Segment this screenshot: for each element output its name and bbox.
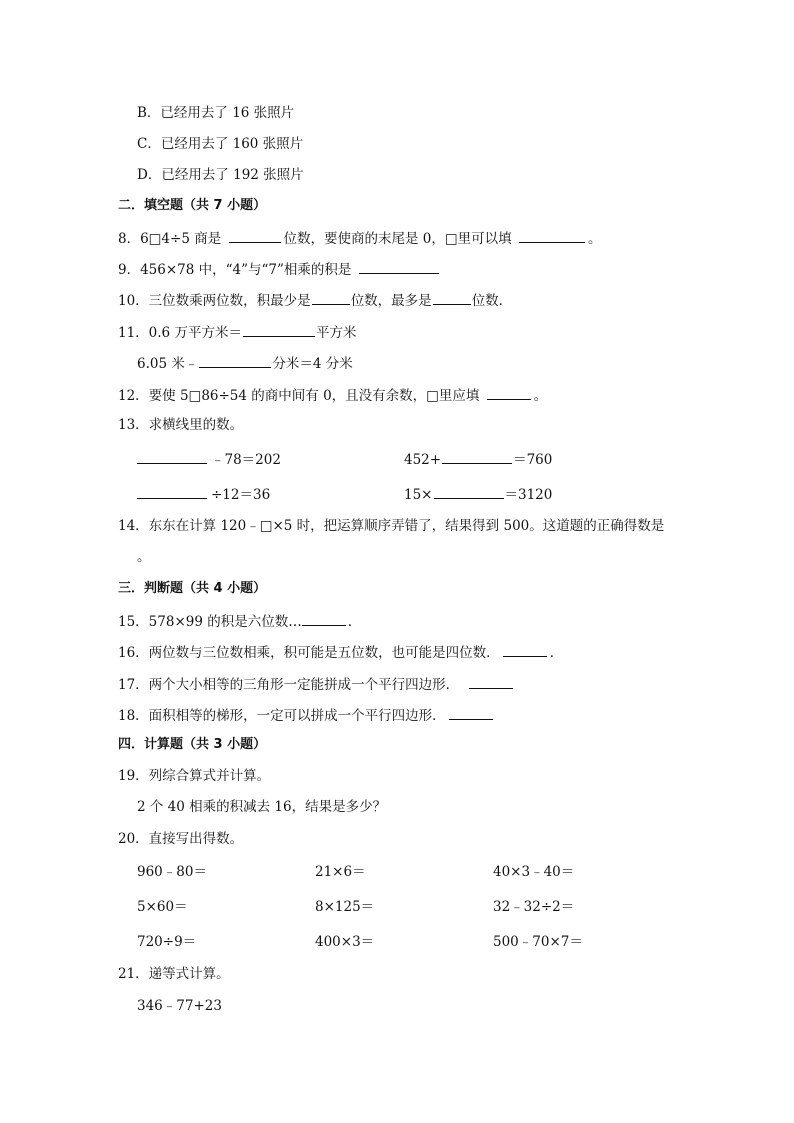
question-18 bbox=[118, 705, 496, 725]
q15-blank[interactable] bbox=[302, 611, 346, 626]
q11-blank-2[interactable] bbox=[199, 353, 271, 368]
q20-item: 400×3＝ bbox=[315, 934, 375, 950]
q8-text-a: 8．6□4÷5 商是 bbox=[118, 231, 226, 247]
q9-text: 9．456×78 中，“4”与“7”相乘的积是 bbox=[118, 262, 356, 278]
q20-item: 960﹣80＝ bbox=[137, 864, 207, 880]
q11-text-c: 6.05 米﹣ bbox=[137, 356, 199, 372]
q11-text-d: 分米＝4 分米 bbox=[272, 356, 353, 372]
q13-item-3 bbox=[137, 484, 270, 504]
q18-blank[interactable] bbox=[449, 705, 493, 720]
q12-blank[interactable] bbox=[487, 385, 531, 400]
q13-text-3: ÷12＝36 bbox=[211, 487, 271, 503]
option-c: C．已经用去了 160 张照片 bbox=[137, 136, 304, 152]
question-10 bbox=[118, 290, 512, 310]
q15-text-a: 15．578×99 的积是六位数… bbox=[118, 614, 302, 630]
q13-text-2a: 452+ bbox=[404, 452, 442, 468]
q13-item-2 bbox=[404, 449, 552, 469]
q8-blank-1[interactable] bbox=[229, 228, 281, 243]
q13-text-4b: ＝3120 bbox=[504, 487, 553, 503]
q10-blank-2[interactable] bbox=[433, 290, 471, 305]
question-16 bbox=[118, 642, 563, 662]
q13-text-1: ﹣78＝202 bbox=[211, 452, 281, 468]
q20-item: 720÷9＝ bbox=[137, 934, 197, 950]
q13-blank-1[interactable] bbox=[137, 449, 207, 464]
section-judge-heading: 三．判断题（共 4 小题） bbox=[118, 581, 267, 596]
q16-blank[interactable] bbox=[503, 642, 547, 657]
q20-item: 32﹣32÷2＝ bbox=[493, 899, 575, 915]
option-d: D．已经用去了 192 张照片 bbox=[137, 167, 304, 183]
q20-item: 21×6＝ bbox=[315, 864, 366, 880]
q10-text-a: 10．三位数乘两位数，积最少是 bbox=[118, 293, 311, 309]
q13-item-4 bbox=[404, 484, 552, 504]
q8-blank-2[interactable] bbox=[519, 228, 585, 243]
q13-blank-2[interactable] bbox=[442, 449, 512, 464]
q15-text-b: ． bbox=[347, 614, 362, 630]
q12-text-a: 12．要使 5□86÷54 的商中间有 0，且没有余数，□里应填 bbox=[118, 388, 484, 404]
question-20-title: 20．直接写出得数。 bbox=[118, 831, 244, 847]
q11-blank-1[interactable] bbox=[243, 322, 315, 337]
q11-text-b: 平方米 bbox=[315, 325, 357, 341]
q20-item: 5×60＝ bbox=[137, 899, 188, 915]
question-19-body: 2 个 40 相乘的积减去 16，结果是多少？ bbox=[137, 799, 387, 815]
q10-blank-1[interactable] bbox=[312, 290, 350, 305]
question-8 bbox=[118, 228, 601, 248]
q17-blank[interactable] bbox=[469, 674, 513, 689]
question-15 bbox=[118, 611, 361, 631]
question-17 bbox=[118, 674, 516, 694]
question-19-title: 19．列综合算式并计算。 bbox=[118, 768, 271, 784]
q8-text-c: 。 bbox=[587, 231, 602, 247]
q13-blank-4[interactable] bbox=[434, 484, 504, 499]
question-21-expression: 346﹣77+23 bbox=[137, 998, 222, 1014]
q17-text: 17．两个大小相等的三角形一定能拼成一个平行四边形． bbox=[118, 677, 460, 693]
q18-text: 18．面积相等的梯形，一定可以拼成一个平行四边形． bbox=[118, 708, 446, 724]
q10-text-b: 位数，最多是 bbox=[350, 293, 432, 309]
question-12 bbox=[118, 385, 547, 405]
question-14: 14．东东在计算 120﹣□×5 时，把运算顺序弄错了，结果得到 500。这道题的正确得数是 bbox=[118, 518, 665, 534]
q20-item: 40×3﹣40＝ bbox=[493, 864, 575, 880]
q13-blank-3[interactable] bbox=[137, 484, 207, 499]
q9-blank[interactable] bbox=[359, 259, 439, 274]
q8-text-b: 位数，要使商的末尾是 0，□里可以填 bbox=[283, 231, 516, 247]
q16-text-b: ． bbox=[549, 645, 564, 661]
q10-text-c: 位数． bbox=[471, 293, 513, 309]
question-9 bbox=[118, 259, 442, 279]
question-14-end: 。 bbox=[137, 549, 151, 565]
section-calc-heading: 四．计算题（共 3 小题） bbox=[118, 737, 267, 752]
q13-text-2b: ＝760 bbox=[513, 452, 553, 468]
q20-item: 500﹣70×7＝ bbox=[493, 934, 583, 950]
q11-text-a: 11．0.6 万平方米＝ bbox=[118, 325, 242, 341]
q12-text-b: 。 bbox=[533, 388, 548, 404]
question-13-title: 13．求横线里的数。 bbox=[118, 417, 244, 433]
q13-text-4a: 15× bbox=[404, 487, 433, 503]
section-fill-heading: 二．填空题（共 7 小题） bbox=[118, 198, 267, 213]
question-11 bbox=[118, 322, 356, 342]
question-11-part-2 bbox=[137, 353, 353, 373]
option-b: B．已经用去了 16 张照片 bbox=[137, 105, 295, 121]
q13-item-1 bbox=[137, 449, 281, 469]
question-21-title: 21．递等式计算。 bbox=[118, 966, 230, 982]
q16-text-a: 16．两位数与三位数相乘，积可能是五位数，也可能是四位数． bbox=[118, 645, 500, 661]
q20-item: 8×125＝ bbox=[315, 899, 375, 915]
